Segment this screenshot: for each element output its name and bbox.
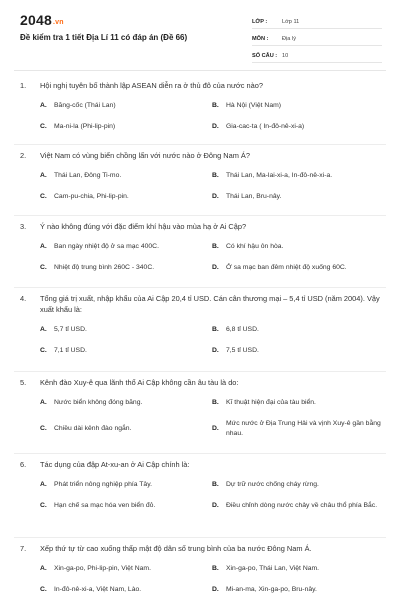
option-text: Phát triển nông nghiệp phía Tây. [54, 481, 152, 488]
option-text: Mi-an-ma, Xin-ga-po, Bru-nây. [226, 586, 317, 593]
option-letter: B. [212, 102, 219, 109]
option-text: Dự trữ nước chống cháy rừng. [226, 481, 319, 488]
meta-value: Lớp 11 [282, 19, 300, 25]
question-number: 1. [20, 81, 27, 90]
logo-suffix: .vn [52, 19, 64, 26]
option-text: Nước biển không đóng băng. [54, 399, 143, 406]
answer-option[interactable] [212, 101, 384, 111]
meta-row-class [252, 12, 382, 29]
option-letter: A. [40, 481, 47, 488]
option-letter: A. [40, 399, 47, 406]
option-text: Có khí hậu ôn hòa. [226, 243, 284, 250]
header-divider [14, 70, 386, 71]
option-text: Kĩ thuật hiện đại của tàu biển. [226, 399, 316, 406]
answer-option[interactable] [212, 242, 384, 252]
option-letter: B. [212, 326, 219, 333]
option-letter: B. [212, 172, 219, 179]
answer-option[interactable] [40, 122, 212, 132]
option-text: Ở sa mạc ban đêm nhiệt độ xuống 60C. [226, 264, 347, 271]
option-letter: C. [40, 347, 47, 354]
option-text: Thái Lan, Ma-lai-xi-a, In-đô-nê-xi-a. [226, 172, 333, 179]
question-item [20, 150, 380, 202]
option-text: Băng-cốc (Thái Lan) [54, 102, 116, 109]
answer-option[interactable] [212, 501, 384, 511]
answer-option[interactable] [40, 192, 212, 202]
question-separator [14, 537, 386, 538]
option-letter: C. [40, 586, 47, 593]
option-letter: D. [212, 123, 219, 130]
option-text: Xin-ga-po, Phi-lip-pin, Việt Nam. [54, 565, 151, 572]
option-letter: C. [40, 425, 47, 432]
option-letter: C. [40, 193, 47, 200]
question-number: 7. [20, 544, 27, 553]
option-text: 6,8 tỉ USD. [226, 326, 259, 333]
question-number: 6. [20, 460, 27, 469]
option-text: 5,7 tỉ USD. [54, 326, 87, 333]
answer-option[interactable] [212, 192, 384, 202]
question-text: Hội nghị tuyên bố thành lập ASEAN diễn ra ở thủ đô của nước nào? [40, 81, 263, 90]
meta-row-subject [252, 29, 382, 46]
question-item [20, 459, 380, 511]
answer-option[interactable] [212, 398, 384, 408]
option-letter: C. [40, 264, 47, 271]
exam-meta [252, 12, 382, 63]
meta-key: LỚP : [252, 19, 268, 25]
answer-option[interactable] [40, 585, 212, 595]
logo-text: 2048 [20, 12, 52, 28]
question-text: Ý nào không đúng với đặc điểm khí hậu vào mùa hạ ở Ai Cập? [40, 222, 247, 231]
answer-option[interactable] [40, 398, 212, 408]
question-separator [14, 287, 386, 288]
answer-option[interactable] [40, 346, 212, 356]
site-logo[interactable] [20, 12, 64, 28]
question-separator [14, 215, 386, 216]
exam-title: Đề kiểm tra 1 tiết Địa Lí 11 có đáp án (Đề 66) [20, 33, 188, 42]
option-text: Ma-ni-la (Phi-lip-pin) [54, 123, 116, 130]
option-letter: C. [40, 123, 47, 130]
option-letter: A. [40, 565, 47, 572]
option-letter: B. [212, 565, 219, 572]
question-number: 3. [20, 222, 27, 231]
answer-option[interactable] [212, 585, 384, 595]
question-separator [14, 144, 386, 145]
answer-option[interactable] [40, 242, 212, 252]
question-number: 4. [20, 294, 27, 303]
option-letter: D. [212, 502, 219, 509]
question-separator [14, 371, 386, 372]
option-text: Mức nước ở Địa Trung Hải và vịnh Xuy-ê gần bằng nhau. [226, 420, 381, 437]
option-letter: D. [212, 586, 219, 593]
option-text: Ban ngày nhiệt độ ở sa mạc 400C. [54, 243, 159, 250]
answer-option[interactable] [212, 325, 384, 335]
answer-option[interactable] [212, 480, 384, 490]
question-number: 5. [20, 378, 27, 387]
question-text: Tổng giá trị xuất, nhập khẩu của Ai Cập 20,4 tỉ USD. Cán cân thương mại – 5,4 tỉ USD (năm 2004). Vậy xuất khẩu là: [40, 294, 380, 314]
answer-option[interactable] [40, 101, 212, 111]
option-letter: D. [212, 264, 219, 271]
option-text: Thái Lan, Bru-nây. [226, 193, 282, 200]
option-text: Điều chỉnh dòng nước chảy về châu thổ phía Bắc. [226, 502, 378, 509]
option-letter: C. [40, 502, 47, 509]
answer-option[interactable] [40, 263, 212, 273]
meta-key: MÔN : [252, 36, 269, 42]
option-letter: A. [40, 172, 47, 179]
option-letter: B. [212, 399, 219, 406]
question-number: 2. [20, 151, 27, 160]
option-text: Hạn chế sa mạc hóa ven biển đỏ. [54, 502, 156, 509]
option-letter: A. [40, 326, 47, 333]
meta-value: Địa lý [282, 36, 296, 42]
question-text: Xếp thứ tự từ cao xuống thấp mật độ dân số trung bình của ba nước Đông Nam Á. [40, 544, 312, 553]
answer-option[interactable] [212, 263, 384, 273]
option-text: Thái Lan, Đông Ti-mo. [54, 172, 122, 179]
meta-value: 10 [282, 53, 289, 59]
meta-row-count [252, 46, 382, 63]
answer-option[interactable] [40, 419, 212, 439]
option-text: 7,1 tỉ USD. [54, 347, 87, 354]
answer-option[interactable] [212, 419, 384, 439]
page-header [0, 0, 400, 68]
answer-option[interactable] [40, 501, 212, 511]
question-item [20, 377, 380, 439]
option-text: Nhiệt độ trung bình 260C - 340C. [54, 264, 155, 271]
answer-option[interactable] [212, 564, 384, 574]
answer-option[interactable] [212, 171, 384, 181]
option-letter: A. [40, 102, 47, 109]
question-item [20, 80, 380, 132]
option-text: Gia-cac-ta ( In-đô-nê-xi-a) [226, 123, 305, 130]
question-item [20, 543, 380, 595]
question-item [20, 221, 380, 273]
option-text: Hà Nội (Việt Nam) [226, 102, 282, 109]
option-letter: A. [40, 243, 47, 250]
question-text: Kênh đào Xuy-ê qua lãnh thổ Ai Cập không cần âu tàu là do: [40, 378, 239, 387]
answer-option[interactable] [40, 171, 212, 181]
option-text: Chiều dài kênh đào ngắn. [54, 425, 132, 432]
answer-option[interactable] [40, 480, 212, 490]
question-text: Việt Nam có vùng biển chồng lấn với nước nào ở Đông Nam Á? [40, 151, 250, 160]
question-text: Tác dụng của đập At-xu-an ở Ai Cập chính là: [40, 460, 190, 469]
answer-option[interactable] [40, 325, 212, 335]
option-letter: D. [212, 347, 219, 354]
option-letter: D. [212, 193, 219, 200]
question-separator [14, 453, 386, 454]
option-text: Xin-ga-po, Thái Lan, Việt Nam. [226, 565, 320, 572]
answer-option[interactable] [212, 122, 384, 132]
option-letter: B. [212, 481, 219, 488]
meta-key: SỐ CÂU : [252, 53, 278, 59]
question-item [20, 293, 380, 356]
option-text: 7,5 tỉ USD. [226, 347, 259, 354]
option-text: In-đô-nê-xi-a, Việt Nam, Lào. [54, 586, 142, 593]
answer-option[interactable] [40, 564, 212, 574]
option-text: Cam-pu-chia, Phi-lip-pin. [54, 193, 129, 200]
option-letter: B. [212, 243, 219, 250]
answer-option[interactable] [212, 346, 384, 356]
option-letter: D. [212, 425, 219, 432]
